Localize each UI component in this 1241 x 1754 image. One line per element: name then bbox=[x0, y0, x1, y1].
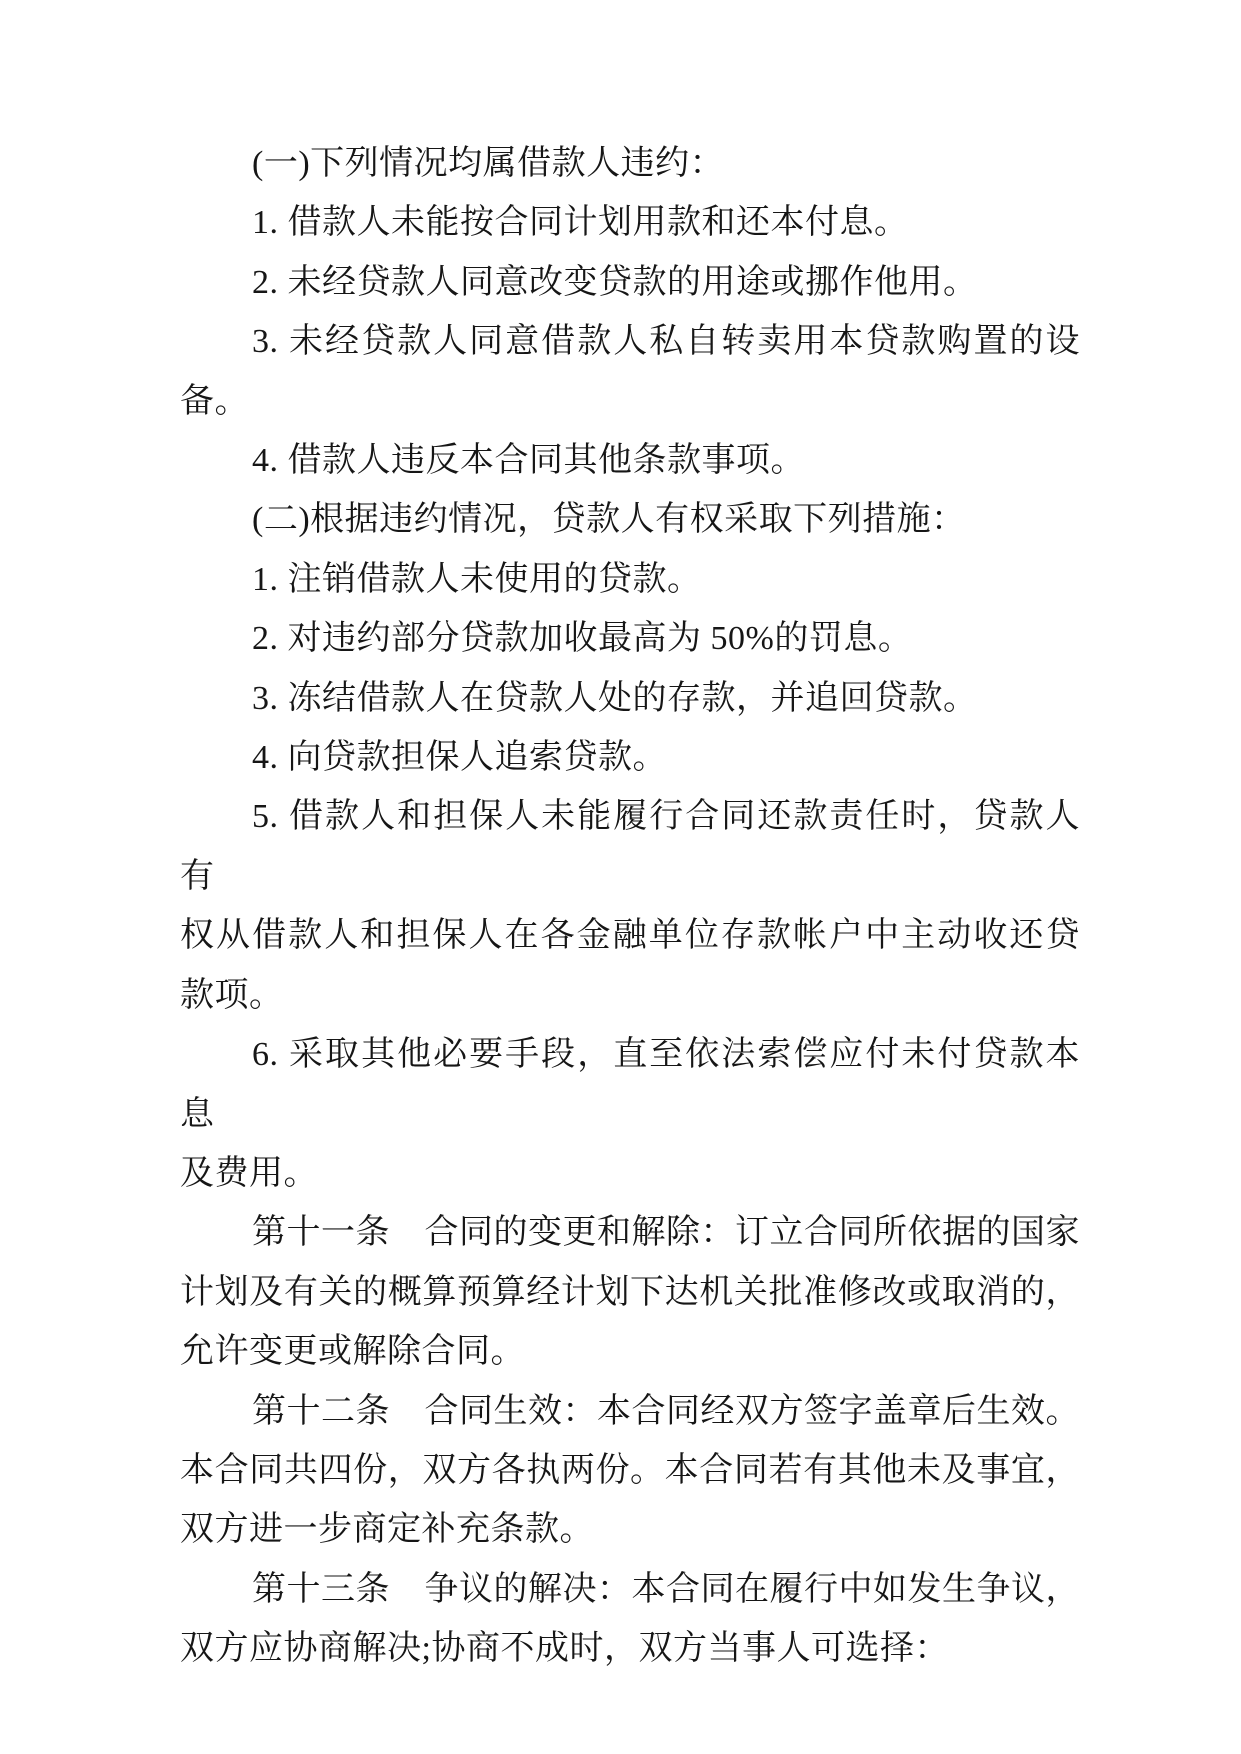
document-line: 及费用。 bbox=[180, 1154, 318, 1192]
document-line: 款项。 bbox=[180, 976, 284, 1014]
document-line: 4. 向贷款担保人追索贷款。 bbox=[252, 739, 667, 777]
document-line: 5. 借款人和担保人未能履行合同还款责任时，贷款人有 bbox=[180, 798, 1080, 895]
document-line: 3. 冻结借款人在贷款人处的存款，并追回贷款。 bbox=[252, 679, 978, 717]
document-line: (一)下列情况均属借款人违约： bbox=[252, 145, 725, 182]
document-line: 第十三条 争议的解决：本合同在履行中如发生争议， bbox=[252, 1570, 1080, 1608]
document-line: 计划及有关的概算预算经计划下达机关批准修改或取消的， bbox=[180, 1273, 1080, 1311]
document-line: 第十一条 合同的变更和解除：订立合同所依据的国家 bbox=[252, 1214, 1080, 1252]
document-line: (二)根据违约情况，贷款人有权采取下列措施： bbox=[252, 501, 966, 539]
document-line: 1. 注销借款人未使用的贷款。 bbox=[252, 560, 702, 598]
document-line: 备。 bbox=[180, 382, 249, 420]
document-line: 2. 未经贷款人同意改变贷款的用途或挪作他用。 bbox=[252, 263, 978, 301]
document-body bbox=[180, 134, 1080, 1679]
document-line: 权从借款人和担保人在各金融单位存款帐户中主动收还贷 bbox=[180, 917, 1080, 955]
document-line: 2. 对违约部分贷款加收最高为 50%的罚息。 bbox=[252, 620, 913, 658]
document-line: 4. 借款人违反本合同其他条款事项。 bbox=[252, 442, 805, 480]
document-line: 双方进一步商定补充条款。 bbox=[180, 1511, 594, 1549]
document-line: 第十二条 合同生效：本合同经双方签字盖章后生效。 bbox=[252, 1392, 1080, 1430]
document-line: 允许变更或解除合同。 bbox=[180, 1333, 525, 1371]
document-line: 3. 未经贷款人同意借款人私自转卖用本贷款购置的设 bbox=[252, 323, 1080, 361]
document-line: 双方应协商解决;协商不成时，双方当事人可选择： bbox=[180, 1630, 949, 1668]
document-line: 1. 借款人未能按合同计划用款和还本付息。 bbox=[252, 204, 909, 242]
document-line: 6. 采取其他必要手段，直至依法索偿应付未付贷款本息 bbox=[180, 1036, 1080, 1133]
document-line: 本合同共四份，双方各执两份。本合同若有其他未及事宜， bbox=[180, 1451, 1080, 1489]
